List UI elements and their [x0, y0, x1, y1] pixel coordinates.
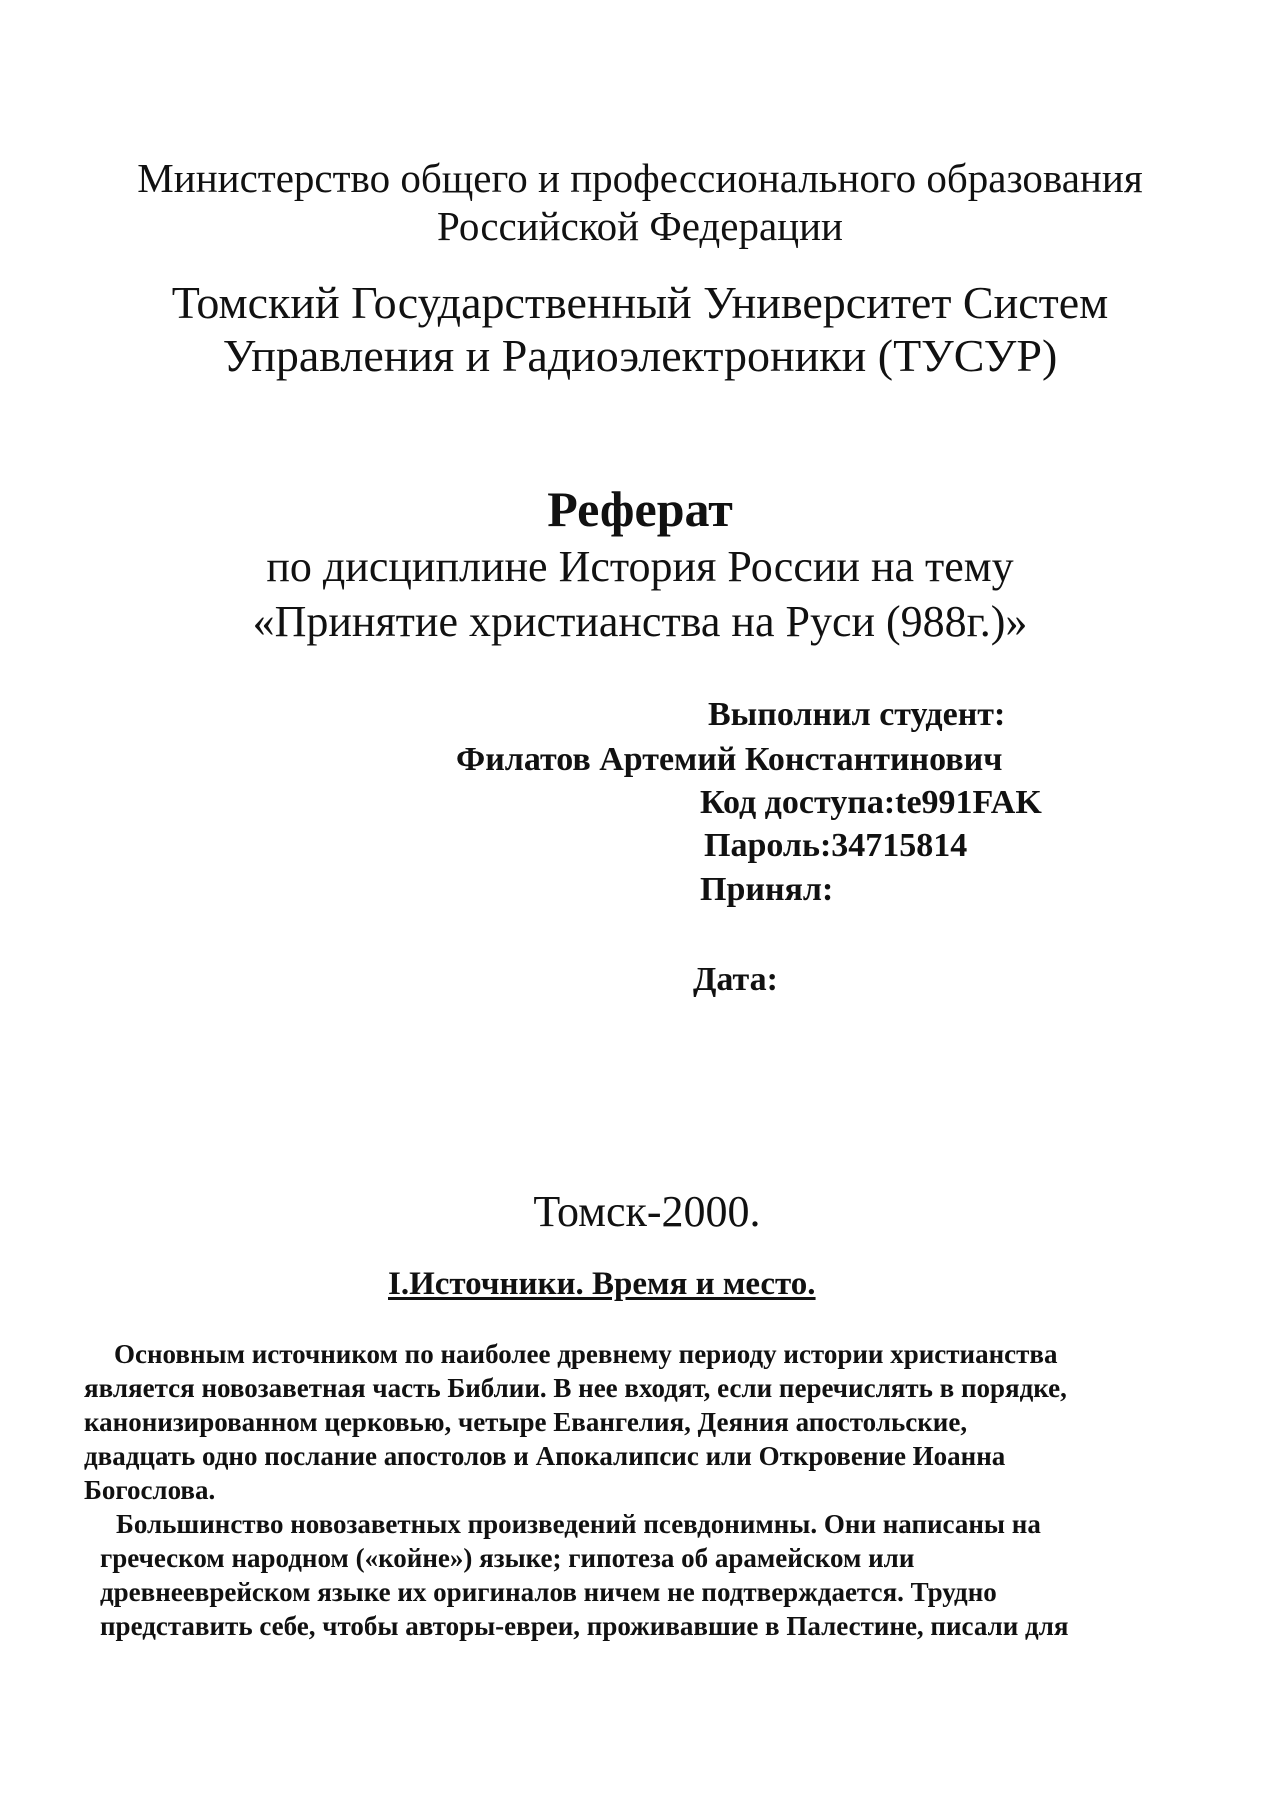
paragraph-2-line-4: представить себе, чтобы авторы-евреи, проживавшие в Палестине, писали для	[100, 1611, 1069, 1641]
city-year: Томск-2000.	[533, 1187, 761, 1236]
paragraph-1-line-3: канонизированном церковью, четыре Евангелия, Деяния апостольские,	[84, 1407, 968, 1437]
ministry-line-1: Министерство общего и профессионального образования	[137, 155, 1143, 201]
student-name: Филатов Артемий Константинович	[456, 741, 1003, 778]
accepted-by-label: Принял:	[700, 871, 834, 908]
document-title: Реферат	[547, 481, 733, 537]
paragraph-2-line-1: Большинство новозаветных произведений псевдонимны. Они написаны на	[116, 1509, 1041, 1539]
performed-by-label: Выполнил студент:	[708, 696, 1006, 733]
section-heading: I.Источники. Время и место.	[388, 1266, 816, 1302]
subtitle-line-2: «Принятие христианства на Руси (988г.)»	[252, 597, 1028, 646]
subtitle-line-1: по дисциплине История России на тему	[266, 542, 1014, 591]
paragraph-1-line-2: является новозаветная часть Библии. В нее входят, если перечислять в порядке,	[84, 1373, 1067, 1403]
password: Пароль:34715814	[704, 827, 968, 864]
ministry-line-2: Российской Федерации	[437, 203, 843, 249]
paragraph-2-line-3: древнееврейском языке их оригиналов ничем не подтверждается. Трудно	[100, 1577, 997, 1607]
paragraph-1-line-4: двадцать одно послание апостолов и Апокалипсис или Откровение Иоанна	[84, 1441, 1006, 1471]
paragraph-1-line-1: Основным источником по наиболее древнему периоду истории христианства	[114, 1339, 1058, 1369]
date-label: Дата:	[693, 961, 778, 998]
paragraph-1-line-5: Богослова.	[84, 1475, 216, 1505]
university-line-1: Томский Государственный Университет Систем	[171, 277, 1109, 328]
paragraph-2-line-2: греческом народном («койне») языке; гипотеза об арамейском или	[100, 1543, 915, 1573]
access-code: Код доступа:te991FAK	[700, 784, 1042, 821]
university-line-2: Управления и Радиоэлектроники (ТУСУР)	[222, 330, 1058, 381]
